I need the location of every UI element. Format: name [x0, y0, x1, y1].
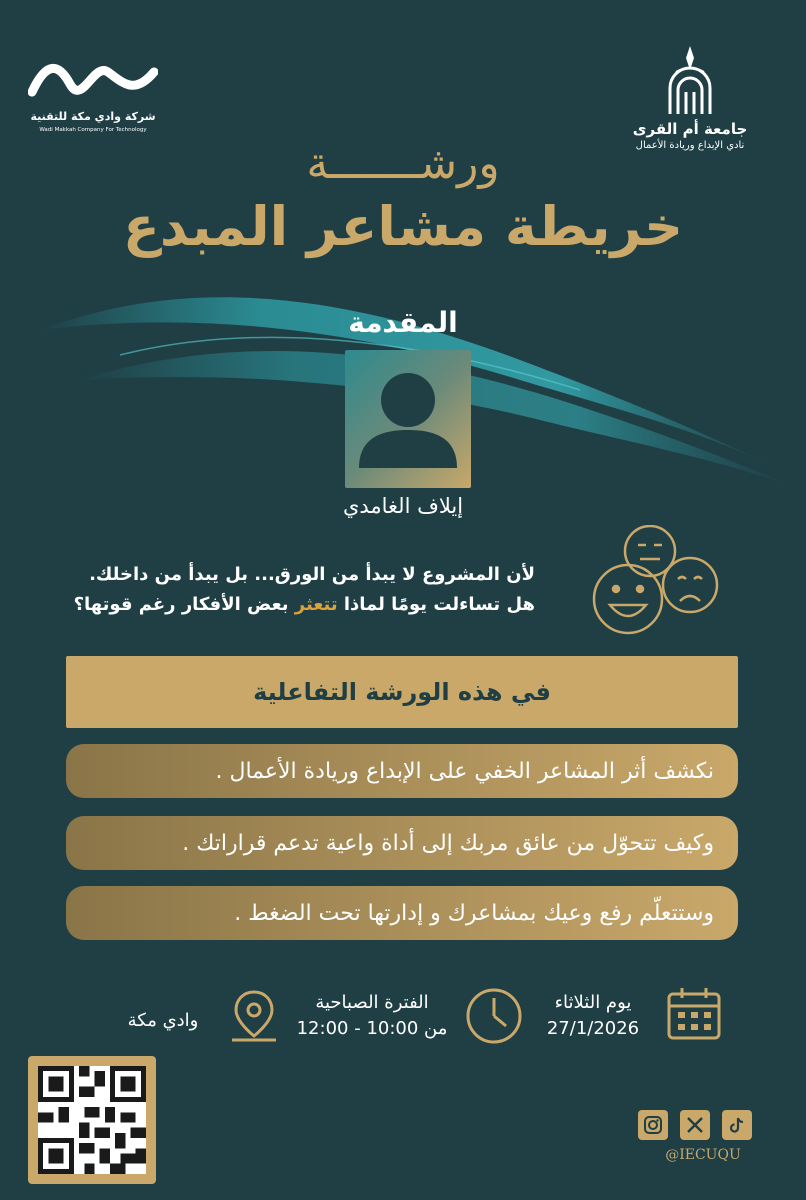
x-icon — [685, 1115, 705, 1135]
calendar-icon — [664, 984, 724, 1044]
point-text: وستتعلّم رفع وعيك بمشاعرك و إدارتها تحت الضغط . — [234, 900, 714, 926]
presenter-name: إيلاف الغامدي — [342, 494, 464, 518]
workshop-point-2 — [66, 816, 738, 870]
intro-text — [60, 560, 535, 620]
location-label: وادي مكة — [127, 1010, 199, 1031]
point-text: وكيف تتحوّل من عائق مربك إلى أداة واعية تدعم قراراتك . — [182, 830, 714, 856]
instagram-button[interactable] — [638, 1110, 668, 1140]
banner-text: في هذه الورشة التفاعلية — [253, 678, 551, 706]
instagram-icon — [643, 1115, 663, 1135]
logo-right-line1: جامعة أم القرى — [632, 120, 748, 138]
workshop-banner — [66, 656, 738, 728]
umm-alqura-logo — [620, 40, 770, 160]
workshop-title: خريطة مشاعر المبدع — [123, 195, 683, 258]
qr-code[interactable] — [28, 1056, 156, 1184]
social-handle: @IECUQU — [665, 1147, 741, 1163]
clock-icon — [464, 986, 524, 1046]
intro-line2-part2: بعض الأفكار رغم قوتها؟ — [73, 594, 295, 615]
time-label: من 10:00 - 12:00 — [296, 1018, 448, 1039]
tiktok-icon — [727, 1115, 747, 1135]
avatar — [345, 350, 471, 488]
point-text: نكشف أثر المشاعر الخفي على الإبداع وريادة الأعمال . — [215, 758, 714, 784]
workshop-point-1 — [66, 744, 738, 798]
period-label: الفترة الصباحية — [315, 992, 429, 1013]
date-label: 27/1/2026 — [546, 1018, 640, 1039]
intro-line2-part1: هل تساءلت يومًا لماذا — [337, 594, 535, 615]
wadi-makkah-logo — [28, 52, 168, 142]
location-pin-icon — [224, 986, 284, 1046]
logo-right-line2: نادي الإبداع وريادة الأعمال — [635, 140, 745, 151]
x-button[interactable] — [680, 1110, 710, 1140]
date-block — [526, 990, 660, 1042]
university-emblem-icon — [620, 40, 760, 118]
workshop-point-3 — [66, 886, 738, 940]
time-block — [284, 990, 460, 1042]
intro-line2 — [60, 590, 535, 620]
wave-logo-icon — [28, 52, 158, 108]
tiktok-button[interactable] — [722, 1110, 752, 1140]
intro-highlight: تتعثر — [294, 594, 338, 615]
user-silhouette-icon — [345, 350, 471, 488]
day-label: يوم الثلاثاء — [554, 992, 632, 1013]
logo-left-english: Wadi Makkah Company For Technology — [39, 127, 147, 133]
logo-left-arabic: شركة وادي مكة للتقنية — [30, 110, 156, 123]
workshop-kicker: ورشـــــــة — [306, 138, 500, 189]
qr-pattern — [38, 1066, 146, 1174]
intro-line1: لأن المشروع لا يبدأ من الورق... بل يبدأ من داخلك. — [89, 564, 535, 585]
emotion-faces-icon — [592, 525, 722, 640]
presenter-label: المقدمة — [348, 306, 458, 339]
